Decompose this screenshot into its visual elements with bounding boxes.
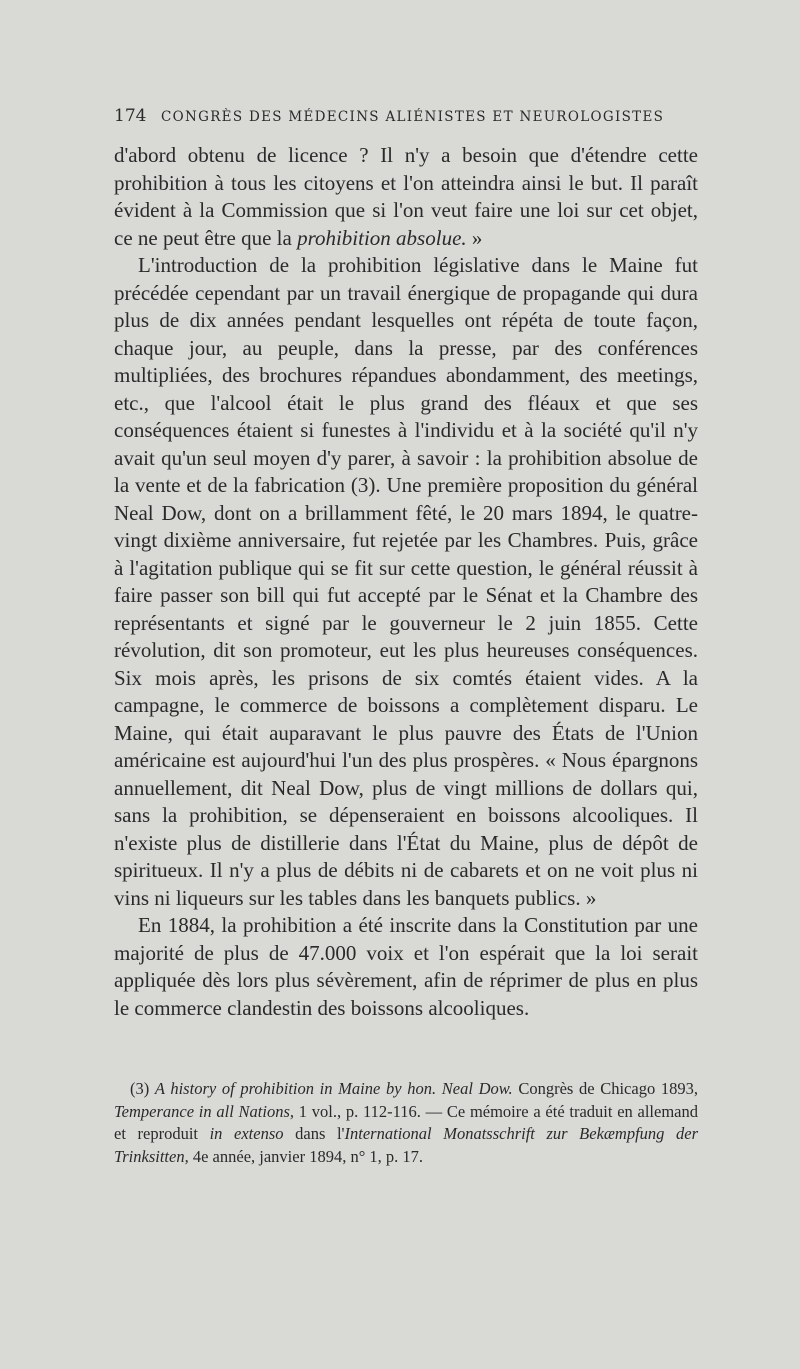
- paragraph-1-text: d'abord obtenu de licence ? Il n'y a besoin que d'étendre cette prohibition à tous les citoyens et l'on atteindra ainsi le but. Il paraît évident à la Commission que si l'on veut faire une loi sur cet objet, ce ne peut être que la: [114, 143, 698, 250]
- paragraph-1-emphasis: prohibition absolue.: [297, 225, 467, 250]
- paragraph-1: [114, 142, 698, 252]
- footnote-3: [114, 1078, 698, 1168]
- footnote-text-1: Congrès de Chicago 1893,: [512, 1079, 698, 1098]
- main-text: [114, 142, 698, 1022]
- footnote: [114, 1078, 698, 1168]
- page-header: [114, 106, 698, 134]
- footnote-mark: (3): [130, 1079, 155, 1098]
- footnote-journal: International Monatsschrift zur Bekæmpfung der Trinksitten,: [114, 1124, 698, 1166]
- footnote-book: Temperance in all Nations,: [114, 1101, 295, 1121]
- footnote-text-2: 1 vol., p. 112-116. — Ce mémoire a été traduit en allemand et reproduit: [114, 1101, 699, 1143]
- paragraph-3: En 1884, la prohibition a été inscrite dans la Constitution par une majorité de plus de 47.000 voix et l'on espérait que la loi serait appliquée dès lors plus sévèrement, afin de réprimer de plus en plus le commerce clandestin des boissons alcooliques.: [114, 913, 698, 1020]
- paragraph-1-close: »: [466, 225, 483, 250]
- running-title: CONGRÈS DES MÉDECINS ALIÉNISTES ET NEUROLOGISTES: [161, 109, 665, 125]
- paragraph-2: L'introduction de la prohibition législative dans le Maine fut précédée cependant par un travail énergique de propagande qui dura plus de dix années pendant lesquelles ont répéta de toute façon, chaque jour, au peuple, dans la presse, par des conférences multipliées, des brochures répandues abondamment, des meetings, etc., que l'alcool était le plus grand des fléaux et que ses conséquences étaient si funestes à l'individu et à la société qu'il n'y avait qu'un seul moyen d'y parer, à savoir : la prohibition absolue de la vente et de la fabrication (3). Une première proposition du général Neal Dow, dont on a brillamment fêté, le 20 mars 1894, le quatre-vingt dixième anniversaire, fut rejetée par les Chambres. Puis, grâce à l'agitation publique qui se fit sur cette question, le général réussit à faire passer son bill qui fut accepté par le Sénat et la Chambre des représentants et signé par le gouverneur le 2 juin 1855. Cette révolution, dit son promoteur, eut les plus heureuses conséquences. Six mois après, les prisons de six comtés étaient vides. A la campagne, le commerce de boissons a complètement disparu. Le Maine, qui était auparavant le plus pauvre des États de l'Union américaine est aujourd'hui l'un des plus prospères. « Nous épargnons annuellement, dit Neal Dow, plus de vingt millions de dollars qui, sans la prohibition, se dépenseraient en boissons alcooliques. Il n'existe plus de distillerie dans l'État du Maine, plus de dépôt de spiritueux. Il n'y a plus de débits ni de cabarets et on ne voit plus ni vins ni liqueurs sur les tables dans les banquets publics. »: [114, 253, 698, 910]
- footnote-title: A history of prohibition in Maine by hon. Neal Dow.: [154, 1079, 513, 1098]
- footnote-text-3: dans l': [283, 1124, 345, 1143]
- page-number: 174: [114, 106, 147, 126]
- footnote-extenso: in extenso: [209, 1124, 284, 1143]
- footnote-text-4: 4e année, janvier 1894, n° 1, p. 17.: [188, 1146, 424, 1166]
